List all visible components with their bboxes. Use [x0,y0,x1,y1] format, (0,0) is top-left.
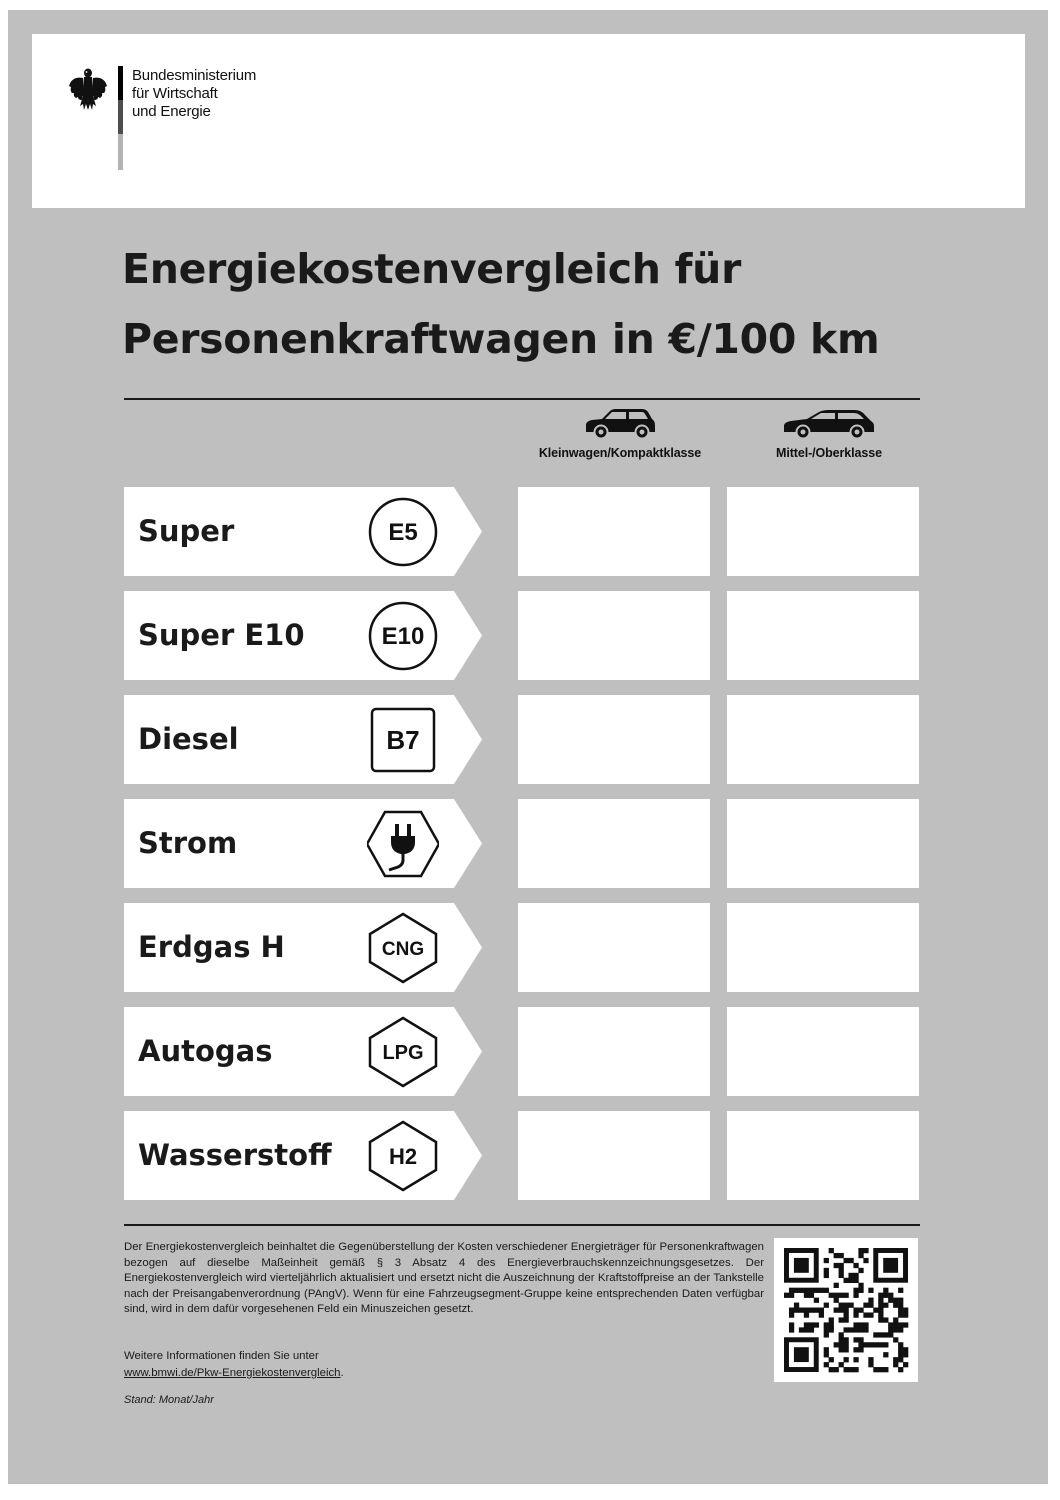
fuel-row-diesel [124,695,920,784]
sedan-car-icon [781,408,877,440]
fuel-row-strom [124,799,920,888]
fuel-row-super-e10 [124,591,920,680]
fuel-label-arrow [124,591,482,680]
badge-text: CNG [381,939,425,960]
page-title [122,234,879,374]
flag-bar-grey [118,100,123,134]
flag-bar [118,66,123,170]
flag-bar-light [118,134,123,170]
price-cell-small [518,1111,710,1200]
fuel-label-arrow [124,695,482,784]
price-cell-small [518,903,710,992]
price-cell-large [727,1007,919,1096]
stand-date: Stand: Monat/Jahr [124,1394,214,1406]
column-header-small [524,408,716,460]
fuel-name: Diesel [138,722,239,756]
fuel-badge-square-icon [367,704,439,776]
fuel-label-arrow [124,1111,482,1200]
badge-text: E5 [388,519,418,546]
federal-eagle-icon [68,66,108,112]
fuel-row-erdgas [124,903,920,992]
footer-description: Der Energiekostenvergleich beinhaltet die Gegenüberstellung der Kosten verschiedener Energieträger für Personenkraftwagen bezogen auf dieselbe Maßeinheit gemäß § 3 Absatz 4 des Energieverbrauchskennzeichnungsgesetzes. Der Energiekostenvergleich wird vierteljährlich aktualisiert und ersetzt nicht die Auszeichnung der Kraftstoffpreise an der Tankstelle nach der Preisangabenverordnung (PAngV). Wenn für eine Fahrzeugsegment-Gruppe keine entsprechenden Daten verfügbar sind, wird in dem dafür vorgesehenen Feld ein Minuszeichen gesetzt. [124,1241,764,1315]
badge-text: B7 [386,725,420,755]
title-line-1: Energiekostenvergleich für [122,245,741,293]
price-cell-small [518,591,710,680]
fuel-name: Strom [138,826,238,860]
fuel-row-super [124,487,920,576]
price-cell-small [518,799,710,888]
fuel-label-arrow [124,487,482,576]
fuel-name: Erdgas H [138,930,285,964]
fuel-row-autogas [124,1007,920,1096]
flag-bar-black [118,66,123,100]
qr-code-graphic [774,1238,918,1382]
price-cell-small [518,1007,710,1096]
column-label: Mittel-/Oberklasse [776,446,882,460]
power-plug-icon [367,808,439,880]
ministry-line: für Wirtschaft [132,85,218,102]
column-header-large [733,408,925,460]
price-cell-large [727,695,919,784]
price-cell-large [727,799,919,888]
ministry-line: und Energie [132,103,211,120]
fuel-label-arrow [124,903,482,992]
ministry-name [132,67,256,121]
fuel-badge-diamond-icon [367,1016,439,1088]
badge-text: LPG [382,1042,424,1064]
fuel-name: Super E10 [138,618,305,652]
fuel-badge-circle-icon [367,496,439,568]
column-label: Kleinwagen/Kompaktklasse [538,446,702,460]
more-info-link-line [124,1365,344,1382]
bottom-divider [124,1224,920,1226]
hatchback-car-icon [582,408,658,440]
top-divider [124,398,920,400]
more-info-text: Weitere Informationen finden Sie unter [124,1350,319,1362]
fuel-badge-diamond-icon [367,912,439,984]
price-cell-large [727,903,919,992]
header-panel [32,34,1025,208]
title-line-2: Personenkraftwagen in €/100 km [122,315,880,363]
price-cell-small [518,487,710,576]
badge-text: E10 [381,623,425,650]
price-cell-small [518,695,710,784]
fuel-label-arrow [124,1007,482,1096]
fuel-row-wasserstoff [124,1111,920,1200]
price-cell-large [727,591,919,680]
badge-text: H2 [388,1144,418,1169]
price-cell-large [727,1111,919,1200]
link-suffix: . [340,1367,344,1379]
info-link[interactable]: www.bmwi.de/Pkw-Energiekostenvergleich [124,1367,341,1379]
fuel-name: Super [138,514,235,548]
fuel-badge-diamond-icon [367,1120,439,1192]
fuel-label-arrow [124,799,482,888]
fuel-name: Wasserstoff [138,1138,332,1172]
fuel-name: Autogas [138,1034,273,1068]
footer-more-info [124,1348,344,1382]
qr-code-icon[interactable] [774,1238,918,1382]
price-cell-large [727,487,919,576]
fuel-badge-circle-icon [367,600,439,672]
ministry-line: Bundesministerium [132,67,257,84]
